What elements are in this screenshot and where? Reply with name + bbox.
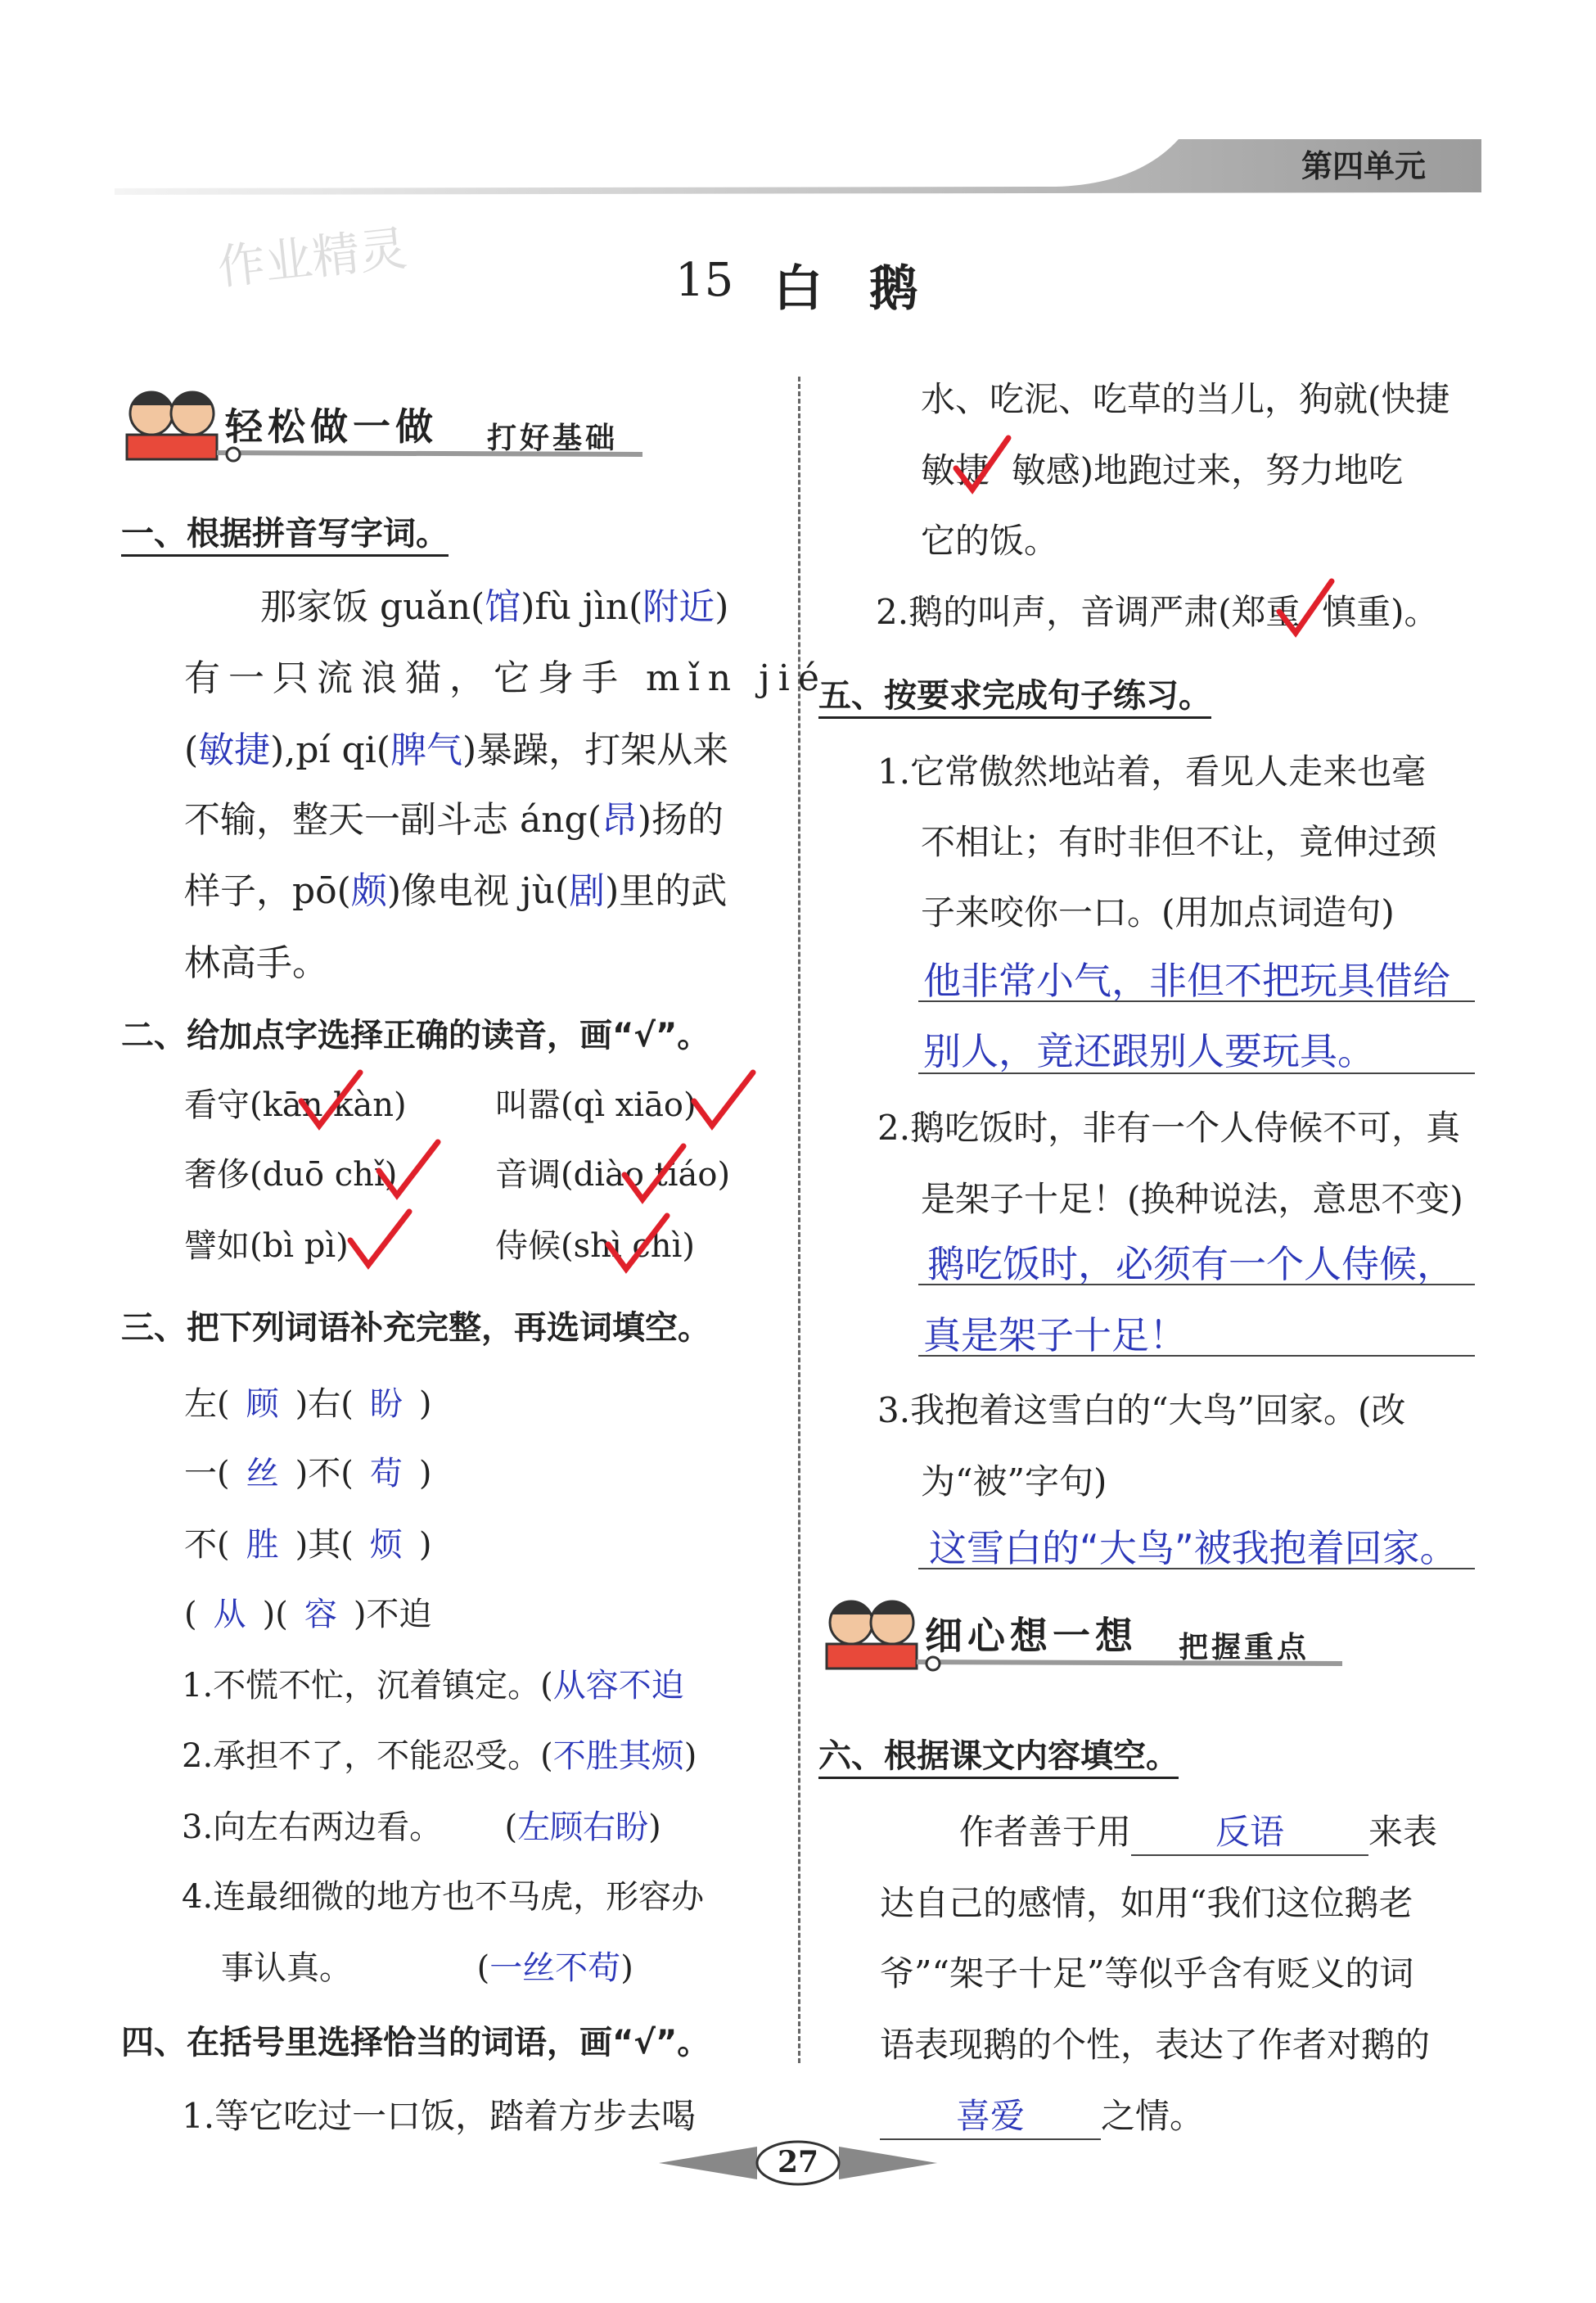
page-number: 27	[778, 2145, 819, 2179]
section-bar-basics-sub: 打好基础	[487, 422, 619, 455]
q1-answer-piqi: 脾气	[390, 729, 462, 771]
check-mark-icon	[372, 1138, 446, 1203]
q2-heading: 二、给加点字选择正确的读音，画“√”。	[121, 1017, 710, 1054]
watermark: 作业精灵	[214, 220, 410, 296]
q4-line-4: 它的饭。	[921, 521, 1059, 561]
q6-heading: 六、根据课文内容填空。	[818, 1730, 1179, 1779]
q1-line-6: 林高手。	[184, 942, 328, 984]
q3-word-1: 左( 顾 )右( 盼 )	[184, 1385, 432, 1423]
q6-line-3: 爷”“架子十足”等似乎含有贬义的词	[880, 1953, 1414, 1994]
q1-heading: 一、根据拼音写字词。	[121, 508, 449, 557]
q3-item-2: 2.承担不了，不能忍受。(不胜其烦)	[182, 1737, 697, 1775]
q6-answer-2: 喜爱	[880, 2089, 1101, 2140]
lesson-number: 15	[675, 254, 734, 307]
q3-word-2: 一( 丝 )不( 苟 )	[184, 1455, 432, 1492]
q3-item-3: 3.向左右两边看。 (左顾右盼)	[182, 1809, 661, 1846]
q4-line-3: 敏捷 敏感)地跑过来，努力地吃	[921, 450, 1404, 490]
answer-line	[918, 1072, 1475, 1074]
q6-line-2: 达自己的感情，如用“我们这位鹅老	[880, 1883, 1413, 1923]
q3-item-5: 事认真。 (一丝不苟)	[221, 1949, 633, 1987]
answer-line	[918, 1284, 1475, 1285]
q1-line-1: 那家饭 guǎn(馆)fù jìn(附近)	[260, 586, 729, 628]
q5-line-3: 子来咬你一口。(用加点词造句)	[921, 892, 1395, 932]
q3-item-4: 4.连最细微的地方也不马虎，形容办	[182, 1878, 705, 1916]
q5-line-1: 1.它常傲然地站着，看见人走来也毫	[877, 752, 1427, 792]
unit-label: 第四单元	[1301, 147, 1427, 184]
q5-answer-3: 这雪白的“大鸟”被我抱着回家。	[929, 1526, 1458, 1570]
check-mark-icon	[295, 1068, 368, 1134]
check-mark-icon	[618, 1142, 692, 1208]
q2-item-4: 音调(diào tiáo)	[495, 1156, 731, 1194]
q1-answer-ang: 昂	[601, 799, 638, 841]
section-bar-basics-main: 轻松做一做	[225, 404, 438, 449]
column-divider	[798, 377, 800, 2063]
q5-answer-1a: 他非常小气，非但不把玩具借给	[923, 959, 1450, 1003]
check-mark-icon	[602, 1212, 675, 1277]
q5-line-7: 为“被”字句)	[921, 1461, 1107, 1501]
check-mark-icon	[949, 434, 1015, 499]
q5-line-2: 不相让；有时非但不让，竟伸过颈	[921, 822, 1437, 862]
q1-answer-fujin: 附近	[642, 586, 715, 628]
q2-item-2: 叫嚣(qì xiāo)	[495, 1086, 697, 1124]
q2-item-1: 看守(kān kàn)	[184, 1086, 407, 1124]
q3-item-1: 1.不慌不忙，沉着镇定。(从容不迫	[182, 1667, 684, 1705]
q3-word-4: ( 从 )( 容 )不迫	[184, 1596, 432, 1633]
q2-item-3: 奢侈(duō chǐ)	[184, 1156, 398, 1194]
header-bar	[115, 131, 1481, 196]
q4-line-1: 1.等它吃过一口饭，踏着方步去喝	[182, 2096, 697, 2136]
q2-item-5: 譬如(bì pì)	[184, 1227, 349, 1265]
q5-line-6: 3.我抱着这雪白的“大鸟”回家。(改	[877, 1390, 1406, 1430]
q5-line-5: 是架子十足！(换种说法，意思不变)	[921, 1179, 1463, 1219]
q1-answer-po: 颇	[350, 870, 387, 912]
q1-line-4: 不输，整天一副斗志 áng(昂)扬的	[184, 799, 724, 841]
q5-line-4: 2.鹅吃饭时，非有一个人侍候不可，真	[877, 1108, 1461, 1148]
answer-line	[918, 1000, 1475, 1002]
section-bar-key-points	[818, 1590, 1359, 1680]
answer-line	[918, 1568, 1475, 1569]
q4-line-2: 水、吃泥、吃草的当儿，狗就(快捷	[921, 379, 1450, 419]
q6-line-5: 喜爱 之情。	[880, 2089, 1204, 2140]
q1-answer-minjie: 敏捷	[198, 729, 271, 771]
q1-line-5: 样子，pō(颇)像电视 jù(剧)里的武	[184, 870, 728, 912]
lesson-title: 白 鹅	[773, 260, 933, 318]
answer-line	[918, 1355, 1475, 1357]
q6-line-4: 语表现鹅的个性，表达了作者对鹅的	[880, 2025, 1431, 2065]
q5-answer-1b: 别人，竟还跟别人要玩具。	[923, 1029, 1375, 1073]
q4-heading: 四、在括号里选择恰当的词语，画“√”。	[121, 2024, 710, 2061]
q5-answer-2b: 真是架子十足！	[923, 1313, 1187, 1357]
q4-line-5: 2.鹅的叫声，音调严肃(郑重 慎重)。	[876, 592, 1439, 632]
check-mark-icon	[1273, 577, 1338, 643]
q1-answer-guan: 馆	[485, 586, 521, 628]
q1-answer-ju: 剧	[569, 870, 606, 912]
q1-line-3: (敏捷),pí qi(脾气)暴躁，打架从来	[184, 729, 729, 771]
q3-word-3: 不( 胜 )其( 烦 )	[184, 1526, 432, 1564]
q3-heading: 三、把下列词语补充完整，再选词填空。	[121, 1309, 710, 1347]
q6-answer-1: 反语	[1131, 1805, 1368, 1856]
section-bar-key-points-main: 细心想一想	[925, 1614, 1138, 1658]
check-mark-icon	[344, 1208, 417, 1273]
section-bar-key-points-sub: 把握重点	[1179, 1631, 1310, 1664]
q2-item-6: 侍候(shì chì)	[495, 1227, 695, 1265]
q6-line-1: 作者善于用 反语 来表	[959, 1805, 1437, 1856]
q5-heading: 五、按要求完成句子练习。	[818, 670, 1211, 719]
check-mark-icon	[688, 1068, 761, 1134]
q1-line-2: 有一只流浪猫，它身手 mǐn jié	[184, 657, 827, 699]
section-bar-basics	[119, 381, 659, 471]
q5-answer-2a: 鹅吃饭时，必须有一个人侍候，	[927, 1242, 1454, 1286]
